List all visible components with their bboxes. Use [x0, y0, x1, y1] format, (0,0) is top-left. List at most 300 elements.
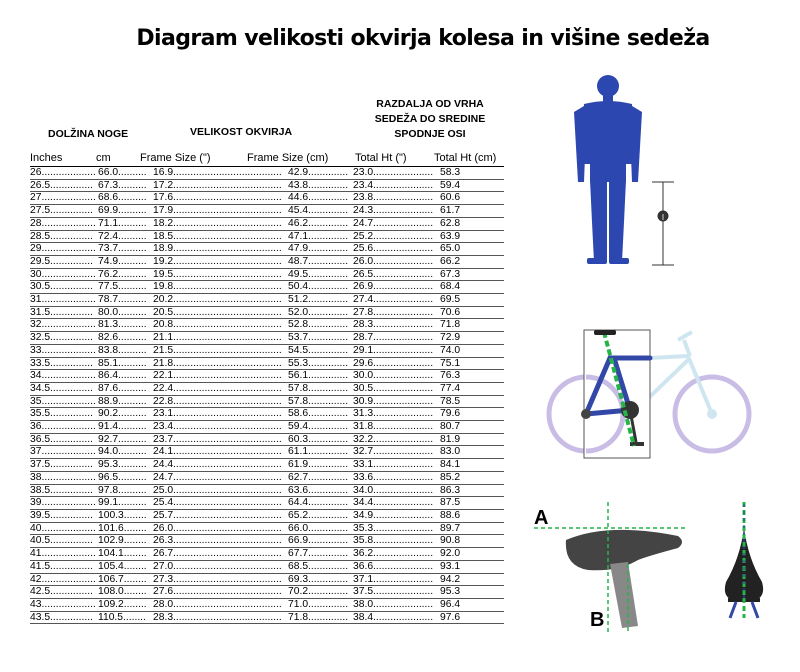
- dot-leader: ...............: [50, 560, 93, 572]
- cell-value: 68.6: [98, 192, 119, 204]
- cell-value: 66.0: [288, 522, 309, 534]
- cell-frame-in: [153, 382, 288, 395]
- cell-value: 24.1: [153, 446, 174, 458]
- cell-total-in: [353, 281, 440, 294]
- cell-cm: [98, 167, 153, 179]
- column-header-frame-cm: Frame Size (cm): [247, 152, 329, 164]
- cell-value: 26.5: [30, 179, 51, 191]
- cell-total-cm: [440, 268, 504, 281]
- dot-leader: ..........: [118, 357, 147, 369]
- dot-leader: ......................................: [173, 192, 282, 204]
- dot-leader: ........: [123, 586, 147, 598]
- dot-leader: ......................................: [173, 522, 282, 534]
- dot-leader: ..........: [118, 421, 147, 433]
- dot-leader: ..............: [308, 255, 349, 267]
- cell-value: 35.5: [30, 408, 51, 420]
- cell-frame-cm: [288, 611, 353, 624]
- cell-value: 23.1: [153, 408, 174, 420]
- dot-leader: ......................................: [173, 497, 282, 509]
- dot-leader: ........: [123, 548, 147, 560]
- dot-leader: ...............: [50, 484, 93, 496]
- cell-frame-in: [153, 408, 288, 421]
- dot-leader: ...............: [50, 586, 93, 598]
- cell-value: 36: [30, 421, 42, 433]
- cell-frame-cm: [288, 319, 353, 332]
- dot-leader: .....................: [373, 573, 434, 585]
- cell-value: 109.2: [98, 598, 124, 610]
- table-row: [30, 205, 504, 218]
- cell-value: 66.2: [440, 255, 461, 267]
- cell-value: 69.3: [288, 573, 309, 585]
- cell-value: 36.2: [353, 548, 374, 560]
- cell-value: 43.5: [30, 611, 51, 623]
- cell-frame-cm: [288, 332, 353, 345]
- cell-inches: [30, 243, 98, 256]
- dot-leader: ..............: [308, 459, 349, 471]
- cell-value: 58.6: [288, 408, 309, 420]
- dot-leader: ......................................: [173, 255, 282, 267]
- dot-leader: .....................: [373, 319, 434, 331]
- saddle-rear-icon: [716, 500, 772, 620]
- cell-inches: [30, 433, 98, 446]
- cell-value: 105.4: [98, 560, 124, 572]
- table-row: [30, 281, 504, 294]
- cell-value: 29.6: [353, 357, 374, 369]
- cell-value: 33.6: [353, 471, 374, 483]
- cell-value: 38.5: [30, 484, 51, 496]
- cell-value: 30.5: [353, 382, 374, 394]
- cell-value: 27: [30, 192, 42, 204]
- cell-value: 67.3: [98, 179, 119, 191]
- cell-value: 67.3: [440, 268, 461, 280]
- cell-value: 21.1: [153, 332, 174, 344]
- dot-leader: ...............: [50, 535, 93, 547]
- cell-value: 22.8: [153, 395, 174, 407]
- dot-leader: .....................: [373, 446, 434, 458]
- cell-total-in: [353, 192, 440, 205]
- cell-value: 27.3: [153, 573, 174, 585]
- cell-value: 49.5: [288, 268, 309, 280]
- dot-leader: ..........: [118, 471, 147, 483]
- dot-leader: ..........: [118, 484, 147, 496]
- table-row: [30, 497, 504, 510]
- dot-leader: ...............: [50, 230, 93, 242]
- dot-leader: ..............: [308, 395, 349, 407]
- dot-leader: ......................................: [173, 179, 282, 191]
- cell-inches: [30, 598, 98, 611]
- dot-leader: ...............: [50, 306, 93, 318]
- dot-leader: ..............: [308, 586, 349, 598]
- cell-value: 16.9: [153, 167, 174, 178]
- cell-total-cm: [440, 167, 504, 179]
- cell-frame-cm: [288, 421, 353, 434]
- cell-inches: [30, 395, 98, 408]
- cell-value: 63.9: [440, 230, 461, 242]
- cell-value: 86.3: [440, 484, 461, 496]
- cell-total-cm: [440, 598, 504, 611]
- table-row: [30, 319, 504, 332]
- cell-value: 99.1: [98, 497, 119, 509]
- table-row: [30, 598, 504, 611]
- table-row: [30, 573, 504, 586]
- cell-cm: [98, 421, 153, 434]
- dot-leader: ...............: [50, 382, 93, 394]
- cell-frame-in: [153, 459, 288, 472]
- dot-leader: ...................: [41, 243, 96, 255]
- cell-value: 96.5: [98, 471, 119, 483]
- dot-leader: ......................................: [173, 446, 282, 458]
- cell-value: 78.5: [440, 395, 461, 407]
- cell-value: 63.6: [288, 484, 309, 496]
- cell-total-in: [353, 319, 440, 332]
- cell-total-cm: [440, 484, 504, 497]
- dot-leader: .....................: [373, 560, 434, 572]
- cell-value: 110.5: [98, 611, 124, 623]
- cell-value: 21.5: [153, 344, 174, 356]
- dot-leader: .....................: [373, 586, 434, 598]
- saddle-label-b: B: [590, 609, 605, 631]
- cell-value: 34.9: [353, 509, 374, 521]
- cell-value: 85.1: [98, 357, 119, 369]
- dot-leader: ..........: [118, 268, 147, 280]
- cell-value: 80.7: [440, 421, 461, 433]
- cell-cm: [98, 217, 153, 230]
- cell-total-cm: [440, 357, 504, 370]
- cell-value: 25.0: [153, 484, 174, 496]
- cell-value: 71.1: [98, 217, 119, 229]
- cell-value: 77.5: [98, 281, 119, 293]
- dot-leader: ........: [123, 611, 146, 623]
- cell-frame-in: [153, 446, 288, 459]
- cell-cm: [98, 192, 153, 205]
- cell-value: 37.1: [353, 573, 374, 585]
- dot-leader: .....................: [373, 471, 434, 483]
- cell-value: 35.8: [353, 535, 374, 547]
- cell-value: 56.1: [288, 370, 309, 382]
- dot-leader: ..........: [118, 179, 147, 191]
- cell-value: 62.8: [440, 217, 461, 229]
- size-table: [30, 167, 504, 624]
- cell-value: 26.9: [353, 281, 374, 293]
- cell-value: 42: [30, 573, 42, 585]
- dot-leader: ...................: [41, 370, 96, 382]
- cell-total-cm: [440, 179, 504, 192]
- cell-value: 102.9: [98, 535, 124, 547]
- cell-value: 29.5: [30, 255, 51, 267]
- cell-frame-cm: [288, 484, 353, 497]
- cell-value: 28.5: [30, 230, 51, 242]
- cell-value: 68.5: [288, 560, 309, 572]
- dot-leader: .....................: [373, 217, 434, 229]
- cell-value: 34.4: [353, 497, 374, 509]
- cell-total-cm: [440, 408, 504, 421]
- dot-leader: ...............: [50, 611, 93, 623]
- cell-value: 25.7: [153, 509, 174, 521]
- cell-frame-cm: [288, 395, 353, 408]
- cell-frame-cm: [288, 560, 353, 573]
- dot-leader: ......................................: [173, 357, 282, 369]
- dot-leader: ......................................: [173, 281, 282, 293]
- dot-leader: ..............: [308, 205, 349, 217]
- cell-frame-in: [153, 230, 288, 243]
- cell-cm: [98, 332, 153, 345]
- cell-value: 28.3: [153, 611, 174, 623]
- bicycle-icon: [538, 322, 758, 462]
- page-title: Diagram velikosti okvirja kolesa in višine sedeža: [136, 26, 710, 51]
- dot-leader: ..............: [308, 611, 349, 623]
- dot-leader: ...............: [50, 357, 93, 369]
- cell-value: 30.5: [30, 281, 51, 293]
- cell-cm: [98, 598, 153, 611]
- cell-value: 59.4: [440, 179, 461, 191]
- cell-value: 64.4: [288, 497, 309, 509]
- cell-frame-in: [153, 319, 288, 332]
- leg-length-header: DOLŽINA NOGE: [48, 128, 129, 140]
- cell-total-in: [353, 535, 440, 548]
- dot-leader: ......................................: [173, 459, 282, 471]
- cell-frame-in: [153, 573, 288, 586]
- dot-leader: ..........: [118, 192, 147, 204]
- cell-value: 17.2: [153, 179, 174, 191]
- dot-leader: ......................................: [173, 268, 282, 280]
- cell-total-cm: [440, 446, 504, 459]
- cell-frame-cm: [288, 294, 353, 307]
- table-row: [30, 243, 504, 256]
- dot-leader: ..............: [308, 573, 349, 585]
- cell-value: 92.0: [440, 548, 461, 560]
- dot-leader: ...................: [41, 471, 96, 483]
- cell-total-cm: [440, 294, 504, 307]
- cell-value: 46.2: [288, 217, 309, 229]
- cell-total-cm: [440, 319, 504, 332]
- cell-total-in: [353, 243, 440, 256]
- cell-inches: [30, 522, 98, 535]
- cell-total-in: [353, 230, 440, 243]
- cell-value: 65.0: [440, 243, 461, 255]
- cell-total-in: [353, 611, 440, 624]
- cell-frame-cm: [288, 433, 353, 446]
- cell-inches: [30, 268, 98, 281]
- dot-leader: ........: [123, 598, 147, 610]
- dot-leader: .....................: [373, 497, 434, 509]
- dot-leader: .....................: [373, 306, 434, 318]
- cell-inches: [30, 421, 98, 434]
- cell-value: 23.8: [353, 192, 374, 204]
- dot-leader: ..............: [308, 548, 349, 560]
- cell-value: 71.0: [288, 598, 309, 610]
- table-row: [30, 179, 504, 192]
- cell-value: 79.6: [440, 408, 461, 420]
- cell-frame-cm: [288, 522, 353, 535]
- cell-value: 76.2: [98, 268, 119, 280]
- dot-leader: .....................: [373, 535, 434, 547]
- table-row: [30, 306, 504, 319]
- cell-frame-cm: [288, 446, 353, 459]
- dot-leader: ..........: [118, 497, 147, 509]
- cell-value: 36.6: [353, 560, 374, 572]
- cell-total-cm: [440, 243, 504, 256]
- dot-leader: ..............: [308, 484, 349, 496]
- column-header-cm: cm: [96, 152, 111, 164]
- cell-cm: [98, 611, 153, 624]
- cell-value: 57.8: [288, 395, 309, 407]
- cell-value: 35.3: [353, 522, 374, 534]
- cell-total-in: [353, 408, 440, 421]
- dot-leader: .....................: [373, 370, 434, 382]
- cell-frame-cm: [288, 357, 353, 370]
- cell-value: 53.7: [288, 332, 309, 344]
- cell-value: 37: [30, 446, 42, 458]
- cell-value: 17.9: [153, 205, 174, 217]
- dot-leader: ..........: [118, 382, 147, 394]
- table-row: [30, 230, 504, 243]
- cell-total-cm: [440, 471, 504, 484]
- cell-total-cm: [440, 370, 504, 383]
- cell-total-cm: [440, 332, 504, 345]
- cell-cm: [98, 319, 153, 332]
- cell-value: 18.2: [153, 217, 174, 229]
- cell-value: 26: [30, 167, 42, 178]
- cell-inches: [30, 408, 98, 421]
- cell-value: 20.8: [153, 319, 174, 331]
- dot-leader: ..........: [118, 395, 147, 407]
- cell-frame-in: [153, 268, 288, 281]
- cell-value: 19.8: [153, 281, 174, 293]
- cell-value: 30.0: [353, 370, 374, 382]
- cell-inches: [30, 560, 98, 573]
- cell-value: 95.3: [440, 586, 461, 598]
- cell-value: 51.2: [288, 294, 309, 306]
- dot-leader: ..............: [308, 382, 349, 394]
- table-row: [30, 395, 504, 408]
- cell-value: 28.3: [353, 319, 374, 331]
- cell-total-in: [353, 484, 440, 497]
- cell-cm: [98, 535, 153, 548]
- cell-frame-in: [153, 217, 288, 230]
- dot-leader: .....................: [373, 509, 434, 521]
- cell-total-in: [353, 459, 440, 472]
- cell-frame-cm: [288, 167, 353, 179]
- dot-leader: ......................................: [173, 382, 282, 394]
- table-row: [30, 611, 504, 624]
- dot-leader: ......................................: [173, 471, 282, 483]
- cell-cm: [98, 255, 153, 268]
- cell-total-cm: [440, 382, 504, 395]
- dot-leader: ......................................: [173, 433, 282, 445]
- cell-inches: [30, 509, 98, 522]
- cell-frame-cm: [288, 205, 353, 218]
- cell-value: 25.4: [153, 497, 174, 509]
- dot-leader: ......................................: [173, 611, 282, 623]
- total-height-header-line: SEDEŽA DO SREDINE: [374, 113, 486, 125]
- cell-inches: [30, 446, 98, 459]
- table-row: [30, 382, 504, 395]
- dot-leader: ......................................: [173, 332, 282, 344]
- table-row: [30, 217, 504, 230]
- cell-value: 40.5: [30, 535, 51, 547]
- cell-frame-in: [153, 548, 288, 561]
- dot-leader: ......................................: [173, 294, 282, 306]
- dot-leader: ...............: [50, 332, 93, 344]
- dot-leader: ...................: [41, 598, 96, 610]
- dot-leader: ......................................: [173, 408, 282, 420]
- table-row: [30, 268, 504, 281]
- seat-post: [610, 562, 638, 628]
- cell-frame-cm: [288, 243, 353, 256]
- cell-value: 38.0: [353, 598, 374, 610]
- dot-leader: ..............: [308, 560, 349, 572]
- cell-inches: [30, 167, 98, 179]
- cell-value: 27.0: [153, 560, 174, 572]
- cell-inches: [30, 179, 98, 192]
- dot-leader: .....................: [373, 167, 434, 178]
- cell-frame-in: [153, 179, 288, 192]
- cell-value: 32.2: [353, 433, 374, 445]
- cell-frame-in: [153, 243, 288, 256]
- cell-total-in: [353, 497, 440, 510]
- dot-leader: .....................: [373, 484, 434, 496]
- cell-value: 35: [30, 395, 42, 407]
- cell-value: 97.6: [440, 611, 461, 623]
- cell-value: 39: [30, 497, 42, 509]
- dot-leader: ......................................: [173, 395, 282, 407]
- cell-frame-cm: [288, 471, 353, 484]
- size-table-body: [30, 167, 504, 624]
- cell-value: 22.1: [153, 370, 174, 382]
- cell-value: 23.0: [353, 167, 374, 178]
- cell-cm: [98, 522, 153, 535]
- cell-total-in: [353, 370, 440, 383]
- cell-frame-cm: [288, 598, 353, 611]
- column-header-frame-in: Frame Size ("): [140, 152, 211, 164]
- dot-leader: ..........: [118, 205, 147, 217]
- cell-value: 70.2: [288, 586, 309, 598]
- cell-frame-in: [153, 306, 288, 319]
- table-row: [30, 344, 504, 357]
- dot-leader: ..............: [308, 306, 349, 318]
- cell-value: 86.4: [98, 370, 119, 382]
- dot-leader: ...................: [41, 573, 96, 585]
- cell-value: 25.6: [353, 243, 374, 255]
- cell-frame-in: [153, 421, 288, 434]
- dot-leader: ..........: [118, 344, 147, 356]
- cell-value: 91.4: [98, 421, 119, 433]
- dot-leader: ......................................: [173, 230, 282, 242]
- dot-leader: ..............: [308, 294, 349, 306]
- cell-cm: [98, 509, 153, 522]
- cell-value: 31.8: [353, 421, 374, 433]
- dot-leader: ......................................: [173, 319, 282, 331]
- cell-value: 61.1: [288, 446, 309, 458]
- cell-frame-in: [153, 586, 288, 599]
- cell-total-in: [353, 306, 440, 319]
- dot-leader: ........: [123, 509, 147, 521]
- dot-leader: ..............: [308, 243, 349, 255]
- dot-leader: ...............: [50, 179, 93, 191]
- cell-total-cm: [440, 548, 504, 561]
- cell-inches: [30, 357, 98, 370]
- cell-value: 26.7: [153, 548, 174, 560]
- cell-value: 47.9: [288, 243, 309, 255]
- cell-value: 48.7: [288, 255, 309, 267]
- table-row: [30, 459, 504, 472]
- cell-total-in: [353, 522, 440, 535]
- cell-cm: [98, 395, 153, 408]
- cell-value: 32: [30, 319, 42, 331]
- cell-total-in: [353, 573, 440, 586]
- cell-value: 85.2: [440, 471, 461, 483]
- cell-value: 47.1: [288, 230, 309, 242]
